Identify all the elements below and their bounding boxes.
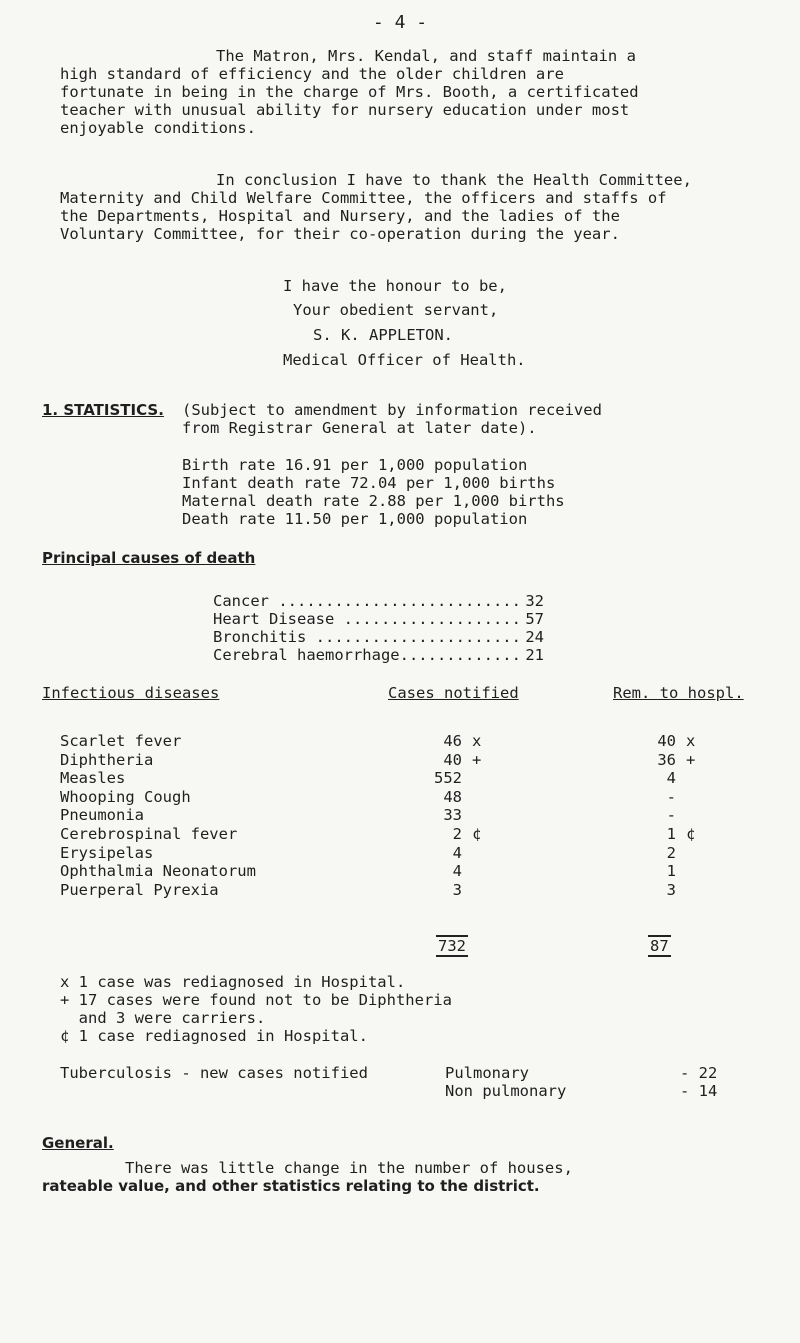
cause-value: 21 bbox=[525, 646, 544, 664]
signoff-servant: Your obedient servant, bbox=[293, 301, 499, 319]
cause-value: 32 bbox=[525, 592, 544, 610]
tb-pulmonary-value: - 22 bbox=[680, 1064, 718, 1082]
general-line: rateable value, and other statistics relating to the district. bbox=[42, 1177, 540, 1195]
disease-name: Diphtheria bbox=[60, 751, 154, 769]
statistics-heading: 1. STATISTICS. bbox=[42, 401, 164, 419]
col-removed-header: Rem. to hospl. bbox=[613, 684, 744, 702]
statistics-note: (Subject to amendment by information received bbox=[182, 401, 602, 419]
notified-value: 4 bbox=[452, 862, 462, 880]
notified-value: 3 bbox=[452, 881, 462, 899]
notified-mark: ¢ bbox=[472, 825, 482, 843]
notified-value: 4 bbox=[452, 844, 462, 862]
cause-label: Cerebral haemorrhage............. bbox=[213, 646, 521, 664]
cause-label: Heart Disease ................... bbox=[213, 610, 521, 628]
notified-value: 40 bbox=[443, 751, 462, 769]
cause-value: 24 bbox=[525, 628, 544, 646]
signoff-name: S. K. APPLETON. bbox=[313, 326, 453, 344]
general-line: There was little change in the number of houses, bbox=[125, 1159, 573, 1177]
notified-value: 33 bbox=[443, 806, 462, 824]
removed-value: 4 bbox=[666, 769, 676, 787]
statistics-note: from Registrar General at later date). bbox=[182, 419, 537, 437]
removed-value: 1 bbox=[666, 825, 676, 843]
total-removed: 87 bbox=[650, 937, 669, 955]
removed-value: - bbox=[666, 806, 676, 824]
notified-value: 48 bbox=[443, 788, 462, 806]
page-number: - 4 - bbox=[372, 12, 428, 33]
tb-non-pulmonary-value: - 14 bbox=[680, 1082, 718, 1100]
notified-value: 552 bbox=[434, 769, 462, 787]
general-heading: General. bbox=[42, 1134, 114, 1152]
cause-label: Bronchitis ...................... bbox=[213, 628, 521, 646]
signoff-title: Medical Officer of Health. bbox=[283, 351, 526, 369]
notified-value: 2 bbox=[452, 825, 462, 843]
rate-line: Death rate 11.50 per 1,000 population bbox=[182, 510, 528, 528]
disease-name: Measles bbox=[60, 769, 126, 787]
intro-line: fortunate in being in the charge of Mrs. Booth, a certificated bbox=[60, 83, 639, 101]
conclusion-line: the Departments, Hospital and Nursery, and the ladies of the bbox=[60, 207, 620, 225]
removed-mark: + bbox=[686, 751, 696, 769]
removed-value: 2 bbox=[666, 844, 676, 862]
intro-line: teacher with unusual ability for nursery education under most bbox=[60, 101, 630, 119]
disease-name: Puerperal Pyrexia bbox=[60, 881, 219, 899]
footnote: and 3 were carriers. bbox=[60, 1009, 266, 1027]
cause-label: Cancer .......................... bbox=[213, 592, 521, 610]
notified-mark: + bbox=[472, 751, 482, 769]
tb-lead: Tuberculosis - new cases notified bbox=[60, 1064, 368, 1082]
disease-name: Cerebrospinal fever bbox=[60, 825, 238, 843]
col-notified-header: Cases notified bbox=[388, 684, 519, 702]
principal-causes-heading: Principal causes of death bbox=[42, 549, 256, 567]
disease-name: Ophthalmia Neonatorum bbox=[60, 862, 256, 880]
notified-mark: x bbox=[472, 732, 482, 750]
removed-mark: x bbox=[686, 732, 696, 750]
rate-line: Maternal death rate 2.88 per 1,000 births bbox=[182, 492, 565, 510]
disease-name: Erysipelas bbox=[60, 844, 154, 862]
notified-value: 46 bbox=[443, 732, 462, 750]
tb-non-pulmonary-label: Non pulmonary bbox=[445, 1082, 567, 1100]
total-notified: 732 bbox=[438, 937, 466, 955]
removed-value: 40 bbox=[657, 732, 676, 750]
footnote: + 17 cases were found not to be Diphtheria bbox=[60, 991, 452, 1009]
removed-mark: ¢ bbox=[686, 825, 696, 843]
intro-line: The Matron, Mrs. Kendal, and staff maintain a bbox=[216, 47, 636, 65]
removed-value: 3 bbox=[666, 881, 676, 899]
rate-line: Infant death rate 72.04 per 1,000 births bbox=[182, 474, 556, 492]
removed-value: - bbox=[666, 788, 676, 806]
disease-name: Scarlet fever bbox=[60, 732, 182, 750]
conclusion-line: Maternity and Child Welfare Committee, the officers and staffs of bbox=[60, 189, 667, 207]
footnote: x 1 case was rediagnosed in Hospital. bbox=[60, 973, 406, 991]
signoff-honour: I have the honour to be, bbox=[283, 277, 507, 295]
rate-line: Birth rate 16.91 per 1,000 population bbox=[182, 456, 528, 474]
disease-name: Pneumonia bbox=[60, 806, 144, 824]
conclusion-line: In conclusion I have to thank the Health Committee, bbox=[216, 171, 692, 189]
conclusion-line: Voluntary Committee, for their co-operation during the year. bbox=[60, 225, 620, 243]
disease-name: Whooping Cough bbox=[60, 788, 191, 806]
footnote: ¢ 1 case rediagnosed in Hospital. bbox=[60, 1027, 368, 1045]
infectious-heading: Infectious diseases bbox=[42, 684, 220, 702]
removed-value: 1 bbox=[666, 862, 676, 880]
intro-line: enjoyable conditions. bbox=[60, 119, 256, 137]
cause-value: 57 bbox=[525, 610, 544, 628]
tb-pulmonary-label: Pulmonary bbox=[445, 1064, 529, 1082]
removed-value: 36 bbox=[657, 751, 676, 769]
intro-line: high standard of efficiency and the older children are bbox=[60, 65, 564, 83]
